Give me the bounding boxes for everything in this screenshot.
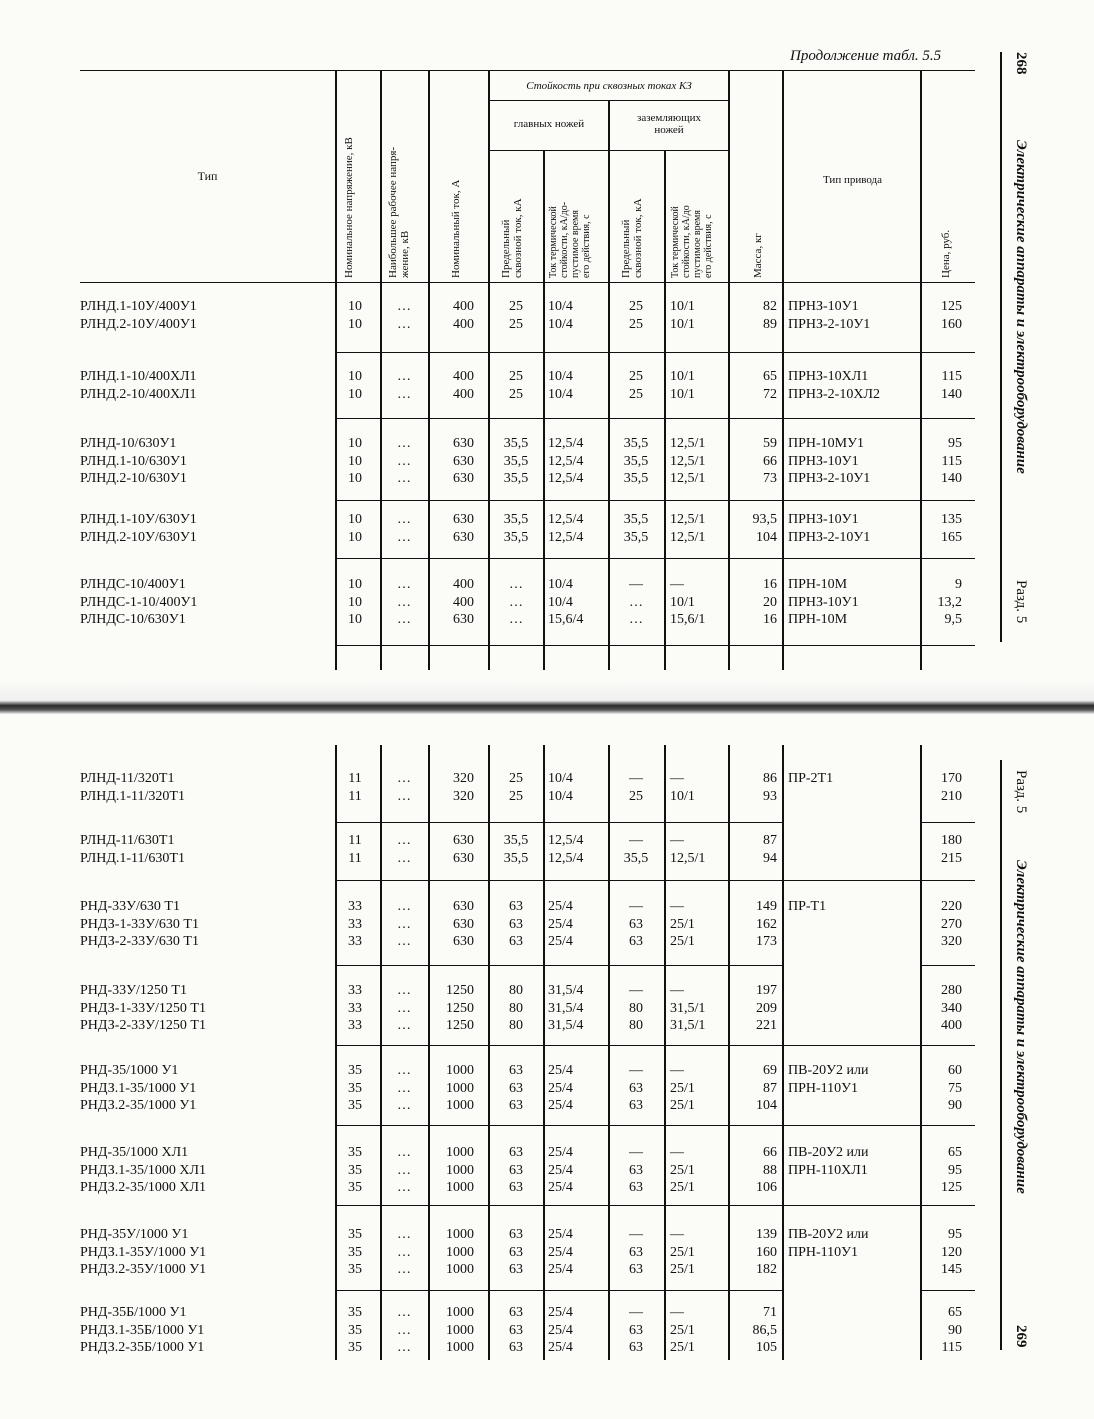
side-section-top: Разд. 5	[1013, 580, 1029, 624]
cell-un: 10 10 10	[348, 577, 362, 627]
cell-gpeak: 25 25	[629, 369, 643, 402]
cell-in: 1000 1000 1000	[446, 1063, 474, 1113]
col-rule	[608, 100, 610, 670]
side-title-top: Электрические аппараты и электрооборудование	[1013, 140, 1029, 474]
page-number-top: 268	[1013, 52, 1029, 75]
group-rule	[335, 558, 975, 559]
header-nominal-current: Номинальный ток, А	[450, 179, 462, 278]
side-rule-bottom	[1000, 760, 1002, 1350]
cell-gpeak: 35,5 35,5	[623, 512, 649, 545]
cell-gpeak: — 63 63	[629, 1145, 643, 1195]
cell-therm: 25/4 25/4 25/4	[548, 1305, 573, 1355]
cell-umax: … …	[397, 299, 411, 332]
cell-drive: ПР-2Т1	[788, 771, 834, 786]
cell-gpeak: — 25	[629, 771, 643, 804]
cell-price: 60 75 90	[948, 1063, 962, 1113]
cell-gpeak: — 63 63	[629, 899, 643, 949]
cell-mass: 149 162 173	[756, 899, 777, 949]
cell-drive: ПРН-10МУ1 ПРНЗ-10У1 ПРНЗ-2-10У1	[788, 436, 871, 486]
header-grounding-blades: заземляющих ножей	[636, 112, 702, 136]
cell-un: 10 10 10	[348, 436, 362, 486]
col-rule	[335, 745, 337, 1360]
cell-price: 95 115 140	[941, 436, 962, 486]
cell-in: 400 400	[453, 299, 474, 332]
cell-therm: 10/4 10/4	[548, 369, 573, 402]
cell-therm: 12,5/4 12,5/4	[548, 512, 584, 545]
cell-gpeak: 25 25	[629, 299, 643, 332]
col-rule	[488, 745, 490, 1360]
cell-mass: 59 66 73	[763, 436, 777, 486]
table-top-rule	[80, 70, 975, 71]
cell-type: РНД-33У/1250 Т1 РНДЗ-1-33У/1250 Т1 РНДЗ-2-33У/1250 Т1	[80, 983, 206, 1033]
cell-price: 9 13,2 9,5	[937, 577, 962, 627]
cell-umax: … … …	[397, 1305, 411, 1355]
side-section-bottom: Разд. 5	[1013, 770, 1029, 814]
cell-umax: … … …	[397, 1145, 411, 1195]
cell-peak: 35,5 35,5	[503, 512, 529, 545]
cell-umax: … …	[397, 512, 411, 545]
cell-mass: 139 160 182	[756, 1227, 777, 1277]
group-rule	[920, 822, 975, 823]
col-rule	[543, 150, 545, 670]
cell-gpeak: — 35,5	[623, 833, 649, 866]
cell-price: 180 215	[941, 833, 962, 866]
cell-umax: … …	[397, 369, 411, 402]
cell-therm: 12,5/4 12,5/4	[548, 833, 584, 866]
header-mass: Масса, кг	[752, 233, 764, 278]
cell-peak: 63 63 63	[509, 1305, 523, 1355]
cell-therm: 25/4 25/4 25/4	[548, 1227, 573, 1277]
header-max-voltage: Наибольшее рабочее напря- жение, кВ	[387, 146, 411, 278]
cell-type: РЛНД-11/630Т1 РЛНД.1-11/630Т1	[80, 833, 185, 866]
cell-un: 33 33 33	[348, 983, 362, 1033]
col-rule	[335, 70, 337, 670]
col-rule	[428, 70, 430, 670]
cell-price: 65 90 115	[941, 1305, 962, 1355]
group-rule	[335, 965, 782, 966]
cell-mass: 66 88 106	[756, 1145, 777, 1195]
cell-un: 35 35 35	[348, 1145, 362, 1195]
cell-peak: 35,5 35,5	[503, 833, 529, 866]
cell-un: 10 10	[348, 299, 362, 332]
cell-peak: 63 63 63	[509, 1227, 523, 1277]
col-rule	[782, 70, 784, 670]
cell-umax: … … …	[397, 1063, 411, 1113]
cell-peak: 63 63 63	[509, 1145, 523, 1195]
cell-price: 220 270 320	[941, 899, 962, 949]
cell-gtherm: — 12,5/1	[670, 833, 706, 866]
cell-mass: 69 87 104	[756, 1063, 777, 1113]
cell-gtherm: — 25/1 25/1	[670, 899, 695, 949]
cell-mass: 82 89	[763, 299, 777, 332]
cell-price: 95 120 145	[941, 1227, 962, 1277]
cell-drive: ПРНЗ-10ХЛ1 ПРНЗ-2-10ХЛ2	[788, 369, 880, 402]
header-nominal-voltage: Номинальное напряжение, кВ	[343, 137, 355, 278]
col-rule	[728, 745, 730, 1360]
cell-un: 35 35 35	[348, 1305, 362, 1355]
cell-gtherm: — 25/1 25/1	[670, 1063, 695, 1113]
cell-peak: 35,5 35,5 35,5	[503, 436, 529, 486]
cell-gtherm: — 10/1 15,6/1	[670, 577, 706, 627]
cell-un: 10 10	[348, 369, 362, 402]
cell-type: РЛНД-10/630У1 РЛНД.1-10/630У1 РЛНД.2-10/630У1	[80, 436, 187, 486]
cell-therm: 10/4 10/4 15,6/4	[548, 577, 584, 627]
cell-gtherm: — 10/1	[670, 771, 695, 804]
cell-in: 320 320	[453, 771, 474, 804]
header-drive: Тип привода	[822, 174, 883, 186]
cell-type: РЛНД.1-10У/630У1 РЛНД.2-10У/630У1	[80, 512, 197, 545]
cell-umax: … … …	[397, 436, 411, 486]
cell-therm: 31,5/4 31,5/4 31,5/4	[548, 983, 584, 1033]
cell-un: 10 10	[348, 512, 362, 545]
group-rule	[335, 645, 975, 646]
cell-peak: 25 25	[509, 299, 523, 332]
header-withstand-group: Стойкость при сквозных токах КЗ	[526, 80, 692, 92]
cell-umax: … … …	[397, 983, 411, 1033]
cell-un: 35 35 35	[348, 1063, 362, 1113]
side-rule-top	[1000, 52, 1002, 642]
group-rule	[335, 352, 975, 353]
cell-gpeak: — 63 63	[629, 1305, 643, 1355]
cell-therm: 25/4 25/4 25/4	[548, 1063, 573, 1113]
cell-in: 400 400	[453, 369, 474, 402]
header-type: Тип	[197, 169, 218, 183]
cell-drive: ПРНЗ-10У1 ПРНЗ-2-10У1	[788, 512, 871, 545]
cell-type: РНД-35У/1000 У1 РНДЗ.1-35У/1000 У1 РНДЗ.2-35У/1000 У1	[80, 1227, 207, 1277]
cell-un: 11 11	[348, 833, 362, 866]
group-rule	[335, 500, 975, 501]
continuation-label: Продолжение табл. 5.5	[790, 48, 942, 64]
col-rule	[488, 70, 490, 670]
cell-type: РНД-35/1000 ХЛ1 РНДЗ.1-35/1000 ХЛ1 РНДЗ.2-35/1000 ХЛ1	[80, 1145, 206, 1195]
cell-type: РНД-35Б/1000 У1 РНДЗ.1-35Б/1000 У1 РНДЗ.2-35Б/1000 У1	[80, 1305, 205, 1355]
cell-price: 115 140	[941, 369, 962, 402]
cell-type: РНД-35/1000 У1 РНДЗ.1-35/1000 У1 РНДЗ.2-35/1000 У1	[80, 1063, 197, 1113]
cell-mass: 87 94	[763, 833, 777, 866]
header-price: Цена, руб.	[940, 229, 952, 278]
cell-drive: ПР-Т1	[788, 899, 827, 914]
cell-mass: 86 93	[763, 771, 777, 804]
cell-mass: 93,5 104	[752, 512, 777, 545]
cell-gpeak: — … …	[629, 577, 643, 627]
group-rule	[335, 418, 975, 419]
cell-drive: ПВ-20У2 или ПРН-110У1	[788, 1063, 869, 1096]
cell-peak: 25 25	[509, 369, 523, 402]
header-main-blades: главных ножей	[513, 118, 585, 130]
cell-mass: 16 20 16	[763, 577, 777, 627]
group-rule	[335, 1290, 782, 1291]
cell-gpeak: 35,5 35,5 35,5	[623, 436, 649, 486]
cell-umax: … … …	[397, 1227, 411, 1277]
cell-in: 1000 1000 1000	[446, 1227, 474, 1277]
cell-therm: 25/4 25/4 25/4	[548, 899, 573, 949]
page-number-bottom: 269	[1013, 1325, 1029, 1348]
cell-price: 65 95 125	[941, 1145, 962, 1195]
cell-in: 630 630	[453, 512, 474, 545]
cell-peak: … … …	[509, 577, 523, 627]
col-rule	[728, 70, 730, 670]
header-thermal-ground: Ток термической стойкости, кА/до пустимое время его действия, с	[670, 205, 714, 278]
cell-therm: 10/4 10/4	[548, 771, 573, 804]
cell-peak: 63 63 63	[509, 899, 523, 949]
cell-drive: ПРН-10М ПРНЗ-10У1 ПРН-10М	[788, 577, 859, 627]
cell-type: РЛНДС-10/400У1 РЛНДС-1-10/400У1 РЛНДС-10/630У1	[80, 577, 198, 627]
group-rule	[920, 965, 975, 966]
cell-in: 630 630	[453, 833, 474, 866]
cell-price: 280 340 400	[941, 983, 962, 1033]
cell-gpeak: — 63 63	[629, 1227, 643, 1277]
cell-in: 1250 1250 1250	[446, 983, 474, 1033]
col-rule	[428, 745, 430, 1360]
col-rule	[380, 745, 382, 1360]
cell-in: 630 630 630	[453, 436, 474, 486]
col-rule	[782, 745, 784, 1360]
cell-gtherm: — 25/1 25/1	[670, 1305, 695, 1355]
cell-type: РНД-33У/630 Т1 РНДЗ-1-33У/630 Т1 РНДЗ-2-33У/630 Т1	[80, 899, 199, 949]
cell-type: РЛНД-11/320Т1 РЛНД.1-11/320Т1	[80, 771, 185, 804]
cell-in: 400 400 630	[453, 577, 474, 627]
col-rule	[380, 70, 382, 670]
cell-gpeak: — 80 80	[629, 983, 643, 1033]
cell-gtherm: 12,5/1 12,5/1	[670, 512, 706, 545]
cell-gtherm: 12,5/1 12,5/1 12,5/1	[670, 436, 706, 486]
cell-in: 1000 1000 1000	[446, 1145, 474, 1195]
group-rule	[335, 822, 782, 823]
cell-un: 33 33 33	[348, 899, 362, 949]
header-peak-main: Предельный сквозной ток, кА	[500, 198, 524, 278]
cell-therm: 12,5/4 12,5/4 12,5/4	[548, 436, 584, 486]
cell-gtherm: 10/1 10/1	[670, 299, 695, 332]
cell-type: РЛНД.1-10/400ХЛ1 РЛНД.2-10/400ХЛ1	[80, 369, 197, 402]
cell-umax: … … …	[397, 899, 411, 949]
header-peak-ground: Предельный сквозной ток, кА	[620, 198, 644, 278]
col-rule	[608, 745, 610, 1360]
cell-gtherm: — 31,5/1 31,5/1	[670, 983, 706, 1033]
cell-price: 135 165	[941, 512, 962, 545]
col-rule	[664, 745, 666, 1360]
cell-un: 35 35 35	[348, 1227, 362, 1277]
header-bottom-rule	[80, 282, 975, 283]
cell-drive: ПРНЗ-10У1 ПРНЗ-2-10У1	[788, 299, 871, 332]
cell-umax: … …	[397, 833, 411, 866]
cell-peak: 25 25	[509, 771, 523, 804]
cell-in: 630 630 630	[453, 899, 474, 949]
cell-mass: 71 86,5 105	[752, 1305, 777, 1355]
cell-mass: 65 72	[763, 369, 777, 402]
cell-umax: … … …	[397, 577, 411, 627]
group-rule	[335, 880, 975, 881]
group-rule	[335, 1125, 975, 1126]
cell-umax: … …	[397, 771, 411, 804]
cell-peak: 80 80 80	[509, 983, 523, 1033]
cell-drive: ПВ-20У2 или ПРН-110У1	[788, 1227, 869, 1260]
cell-gtherm: — 25/1 25/1	[670, 1227, 695, 1277]
cell-mass: 197 209 221	[756, 983, 777, 1033]
cell-price: 125 160	[941, 299, 962, 332]
cell-in: 1000 1000 1000	[446, 1305, 474, 1355]
header-thermal-main: Ток термической стойкости, кА/до- пустимое время его действия, с	[548, 201, 592, 278]
side-title-bottom: Электрические аппараты и электрооборудование	[1013, 860, 1029, 1194]
cell-gtherm: 10/1 10/1	[670, 369, 695, 402]
cell-gtherm: — 25/1 25/1	[670, 1145, 695, 1195]
cell-type: РЛНД.1-10У/400У1 РЛНД.2-10У/400У1	[80, 299, 197, 332]
group-rule	[920, 1290, 975, 1291]
binding-gutter	[0, 700, 1094, 714]
cell-therm: 25/4 25/4 25/4	[548, 1145, 573, 1195]
cell-drive: ПВ-20У2 или ПРН-110ХЛ1	[788, 1145, 869, 1178]
col-rule	[543, 745, 545, 1360]
group-rule	[335, 1205, 975, 1206]
cell-peak: 63 63 63	[509, 1063, 523, 1113]
cell-price: 170 210	[941, 771, 962, 804]
col-rule	[664, 150, 666, 670]
group-rule	[335, 1045, 975, 1046]
cell-gpeak: — 63 63	[629, 1063, 643, 1113]
cell-un: 11 11	[348, 771, 362, 804]
cell-therm: 10/4 10/4	[548, 299, 573, 332]
